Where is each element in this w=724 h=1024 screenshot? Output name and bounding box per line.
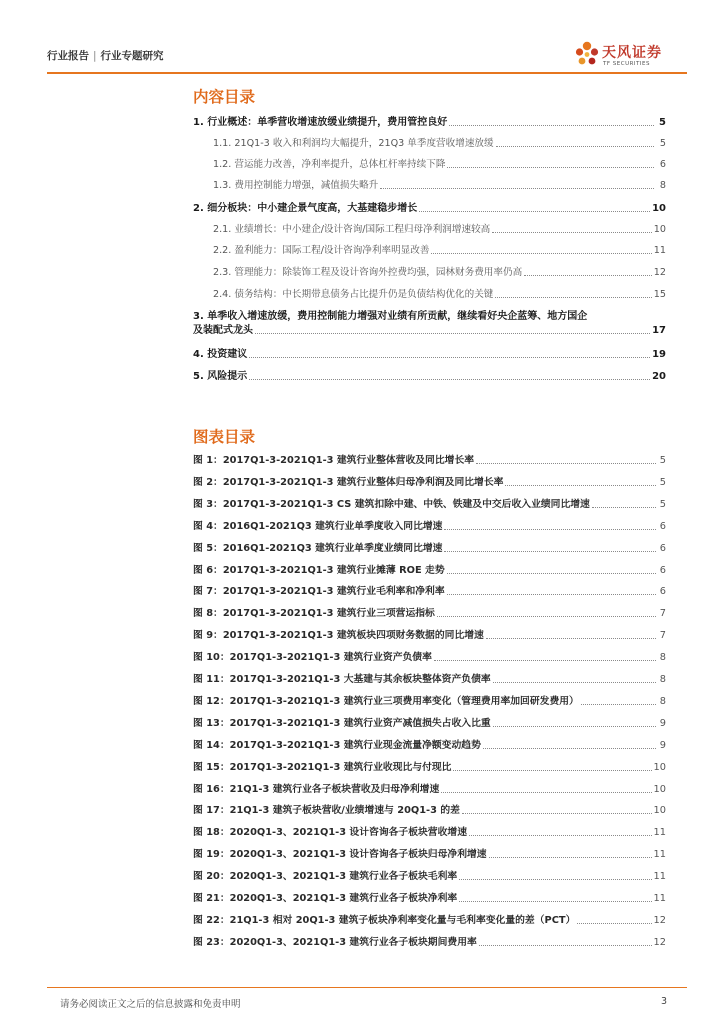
logo-english-name: TF SECURITIES [603, 61, 650, 67]
figure-entry-18[interactable] [193, 826, 666, 839]
figure-entry-text: 图 6：2017Q1-3-2021Q1-3 建筑行业摊薄 ROE 走势 [193, 564, 445, 576]
footer-rule [47, 987, 687, 988]
figure-entry-page: 10 [653, 805, 666, 817]
leader-dots [524, 275, 652, 276]
leader-dots [479, 945, 652, 946]
figure-entry-text: 图 2：2017Q1-3-2021Q1-3 建筑行业整体归母净利润及同比增长率 [193, 476, 504, 488]
figure-entry-16[interactable] [193, 783, 666, 796]
figure-entry-page: 11 [653, 871, 666, 883]
header-separator: | [93, 50, 97, 62]
leader-dots [434, 660, 656, 661]
figure-entry-text: 图 4：2016Q1-2021Q3 建筑行业单季度收入同比增速 [193, 520, 443, 532]
figure-entry-page: 6 [659, 586, 666, 598]
page-number: 3 [660, 996, 667, 1007]
figure-entry-text: 图 19：2020Q1-3、2021Q1-3 设计咨询各子板块归母净利增速 [193, 849, 487, 861]
leader-dots [505, 485, 656, 486]
figure-entry-text: 图 12：2017Q1-3-2021Q1-3 建筑行业三项费用率变化（管理费用率加回研发费用） [193, 695, 579, 707]
leader-dots [441, 792, 651, 793]
toc-entry-text: 1.1. 21Q1-3 收入和利润均大幅提升，21Q3 单季度营收增速放缓 [213, 138, 494, 149]
figure-entry-text: 图 16：21Q1-3 建筑行业各子板块营收及归母净利增速 [193, 783, 440, 795]
figure-entry-page: 9 [659, 739, 666, 751]
leader-dots [249, 357, 650, 358]
figure-entry-page: 12 [653, 914, 666, 926]
leader-dots [447, 167, 654, 168]
toc-entry-3[interactable] [193, 310, 666, 337]
figure-entry-page: 8 [659, 674, 666, 685]
toc-entry-page: 12 [653, 267, 666, 278]
figure-entry-8[interactable] [193, 607, 666, 620]
figure-entry-page: 5 [659, 498, 666, 510]
toc-entry-2-1[interactable] [193, 223, 666, 236]
leader-dots [444, 529, 656, 530]
figure-entry-text: 图 20：2020Q1-3、2021Q1-3 建筑行业各子板块毛利率 [193, 871, 458, 883]
leader-dots [486, 638, 656, 639]
toc-entry-text-line2: 及装配式龙头 [193, 325, 253, 336]
figure-entry-23[interactable] [193, 936, 666, 949]
toc-entry-text: 2.1. 业绩增长：中小建企/设计咨询/国际工程归母净利润增速较高 [213, 224, 491, 235]
figure-entry-page: 11 [653, 849, 666, 861]
figure-entry-text: 图 3：2017Q1-3-2021Q1-3 CS 建筑扣除中建、中铁、铁建及中交后收入业绩同比增速 [193, 498, 590, 510]
leader-dots [444, 551, 656, 552]
toc-entry-page: 6 [659, 159, 666, 170]
toc-entry-page: 15 [653, 289, 666, 300]
leader-dots [492, 232, 652, 233]
toc-entry-text: 2.2. 盈利能力：国际工程/设计咨询净利率明显改善 [213, 245, 430, 256]
leader-dots [447, 573, 656, 574]
toc-entry-text: 2.3. 管理能力：除装饰工程及设计咨询外控费均强，园林财务费用率仍高 [213, 267, 523, 278]
figure-entry-21[interactable] [193, 892, 666, 905]
toc-entry-2-2[interactable] [193, 244, 666, 257]
toc-entry-text: 1.3. 费用控制能力增强，减值损失略升 [213, 180, 379, 191]
subcategory-label: 行业专题研究 [100, 50, 164, 62]
leader-dots [431, 253, 651, 254]
toc-entry-1-1[interactable] [193, 137, 666, 150]
figure-entry-1[interactable] [193, 454, 666, 467]
figure-entry-text: 图 8：2017Q1-3-2021Q1-3 建筑行业三项营运指标 [193, 608, 435, 620]
toc-entry-page: 10 [652, 203, 666, 214]
toc-entry-text: 4. 投资建议 [193, 349, 248, 360]
figure-entry-6[interactable] [193, 564, 666, 577]
figure-entry-20[interactable] [193, 870, 666, 883]
toc-entry-1-3[interactable] [193, 179, 666, 192]
figure-entry-page: 7 [659, 608, 666, 620]
leader-dots [249, 379, 650, 380]
figure-entry-text: 图 5：2016Q1-2021Q3 建筑行业单季度业绩同比增速 [193, 542, 443, 554]
figure-entry-text: 图 9：2017Q1-3-2021Q1-3 建筑板块四项财务数据的同比增速 [193, 630, 484, 642]
figure-entry-page: 10 [653, 783, 666, 795]
figure-entry-text: 图 15：2017Q1-3-2021Q1-3 建筑行业收现比与付现比 [193, 761, 452, 773]
leader-dots [447, 594, 656, 595]
toc-entry-2-3[interactable] [193, 266, 666, 279]
figure-entry-page: 12 [653, 936, 666, 948]
figure-entry-5[interactable] [193, 542, 666, 555]
toc-entry-page: 17 [652, 325, 666, 336]
figure-entry-page: 5 [659, 455, 666, 466]
leader-dots [495, 297, 651, 298]
leader-dots [581, 704, 656, 705]
leader-dots [380, 188, 654, 189]
figure-entry-text: 图 10：2017Q1-3-2021Q1-3 建筑行业资产负债率 [193, 652, 432, 664]
figure-entry-15[interactable] [193, 761, 666, 774]
figure-entry-text: 图 7：2017Q1-3-2021Q1-3 建筑行业毛利率和净利率 [193, 586, 445, 598]
figure-entry-page: 6 [659, 564, 666, 576]
toc-entry-text: 1.2. 营运能力改善，净利率提升，总体杠杆率持续下降 [213, 159, 446, 170]
footer-disclaimer: 请务必阅读正文之后的信息披露和免责申明 [60, 999, 241, 1010]
company-logo [572, 40, 687, 70]
leader-dots [592, 507, 656, 508]
contents-title: 内容目录 [193, 88, 256, 106]
figure-entry-page: 10 [653, 761, 666, 773]
toc-entry-4[interactable] [193, 348, 666, 361]
figure-entry-text: 图 13：2017Q1-3-2021Q1-3 建筑行业资产减值损失占收入比重 [193, 717, 491, 729]
figure-entry-page: 6 [659, 542, 666, 554]
figure-entry-text: 图 17：21Q1-3 建筑子板块营收/业绩增速与 20Q1-3 的差 [193, 805, 460, 817]
toc-entry-page: 5 [659, 117, 666, 128]
figure-entry-text: 图 14：2017Q1-3-2021Q1-3 建筑行业现金流量净额变动趋势 [193, 739, 481, 751]
toc-entry-text: 5. 风险提示 [193, 371, 248, 382]
figure-entry-text: 图 23：2020Q1-3、2021Q1-3 建筑行业各子板块期间费用率 [193, 936, 477, 948]
figure-entry-page: 11 [653, 893, 666, 904]
category-label: 行业报告 [47, 50, 89, 62]
leader-dots [489, 857, 652, 858]
toc-entry-5[interactable] [193, 370, 666, 383]
figure-entry-9[interactable] [193, 629, 666, 642]
header-rule [47, 72, 687, 74]
toc-entry-text: 2. 细分板块：中小建企景气度高，大基建稳步增长 [193, 203, 418, 214]
figure-entry-2[interactable] [193, 476, 666, 489]
logo-chinese-name: 天风证券 [602, 45, 662, 61]
leader-dots [255, 333, 650, 334]
leader-dots [469, 835, 652, 836]
leader-dots [493, 726, 656, 727]
toc-entry-page: 5 [659, 138, 666, 149]
figure-entry-text: 图 21：2020Q1-3、2021Q1-3 建筑行业各子板块净利率 [193, 893, 458, 904]
leader-dots [459, 879, 651, 880]
toc-entry-page: 20 [652, 371, 666, 382]
toc-entry-page: 11 [653, 245, 666, 256]
figure-entry-page: 8 [659, 652, 666, 664]
figure-entry-12[interactable] [193, 695, 666, 708]
figure-entry-10[interactable] [193, 651, 666, 664]
figure-entry-page: 8 [659, 695, 666, 707]
toc-entry-text: 2.4. 债务结构：中长期带息债务占比提升仍是负债结构优化的关键 [213, 289, 494, 300]
figure-entry-4[interactable] [193, 520, 666, 533]
leader-dots [577, 923, 651, 924]
leader-dots [419, 211, 650, 212]
figure-entry-page: 6 [659, 520, 666, 532]
figure-entry-22[interactable] [193, 914, 666, 927]
figure-entry-page: 9 [659, 717, 666, 729]
toc-entry-1-2[interactable] [193, 158, 666, 171]
leader-dots [453, 770, 651, 771]
leader-dots [483, 748, 656, 749]
toc-entry-2-4[interactable] [193, 288, 666, 301]
figure-entry-page: 5 [659, 476, 666, 488]
toc-entry-page: 19 [652, 349, 666, 360]
toc-entry-page: 8 [659, 180, 666, 191]
figure-entry-text: 图 18：2020Q1-3、2021Q1-3 设计咨询各子板块营收增速 [193, 827, 467, 839]
leader-dots [449, 125, 654, 126]
figures-title: 图表目录 [193, 428, 256, 446]
toc-entry-page: 10 [653, 224, 666, 235]
report-category [47, 48, 164, 63]
figure-entry-page: 11 [653, 827, 666, 839]
figure-entry-page: 7 [659, 630, 666, 642]
toc-entry-text-line1: 3. 单季收入增速放缓，费用控制能力增强对业绩有所贡献，继续看好央企蓝筹、地方国企 [193, 311, 588, 322]
figure-entry-14[interactable] [193, 739, 666, 752]
figure-entry-17[interactable] [193, 804, 666, 817]
leader-dots [459, 901, 651, 902]
leader-dots [493, 682, 656, 683]
toc-entry-text: 1. 行业概述：单季营收增速放缓业绩提升，费用管控良好 [193, 117, 448, 128]
figure-entry-3[interactable] [193, 498, 666, 511]
leader-dots [462, 813, 652, 814]
figure-entry-7[interactable] [193, 585, 666, 598]
leader-dots [437, 616, 656, 617]
figure-entry-19[interactable] [193, 848, 666, 861]
figure-entry-text: 图 22：21Q1-3 相对 20Q1-3 建筑子板块净利率变化量与毛利率变化量的差（PCT） [193, 914, 576, 926]
leader-dots [496, 146, 654, 147]
figure-entry-13[interactable] [193, 717, 666, 730]
toc-entry-1[interactable] [193, 116, 666, 129]
figure-entry-text: 图 11：2017Q1-3-2021Q1-3 大基建与其余板块整体资产负债率 [193, 674, 491, 685]
figure-entry-11[interactable] [193, 673, 666, 686]
leader-dots [476, 463, 656, 464]
figure-entry-text: 图 1：2017Q1-3-2021Q1-3 建筑行业整体营收及同比增长率 [193, 455, 475, 466]
toc-entry-2[interactable] [193, 202, 666, 215]
logo-petals-icon [572, 40, 602, 70]
page-header [47, 40, 687, 70]
